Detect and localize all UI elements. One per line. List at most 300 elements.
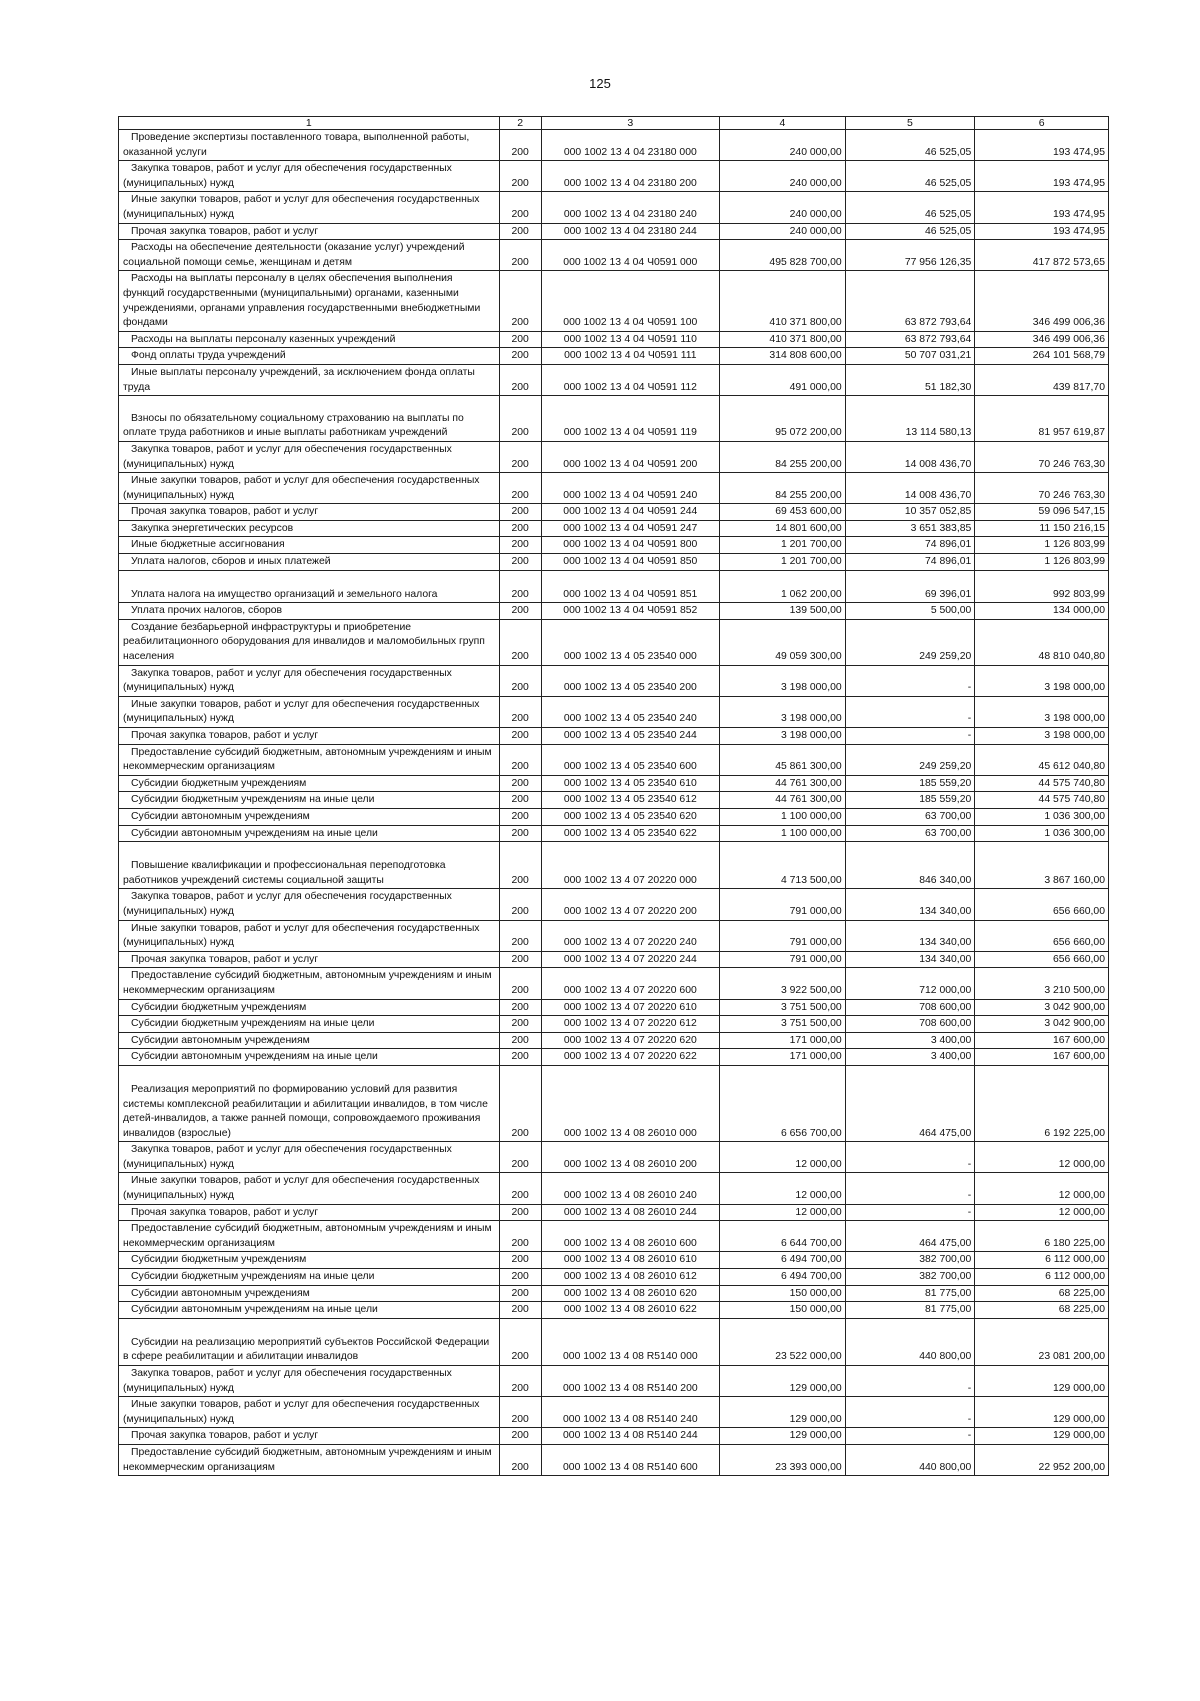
row-kbk-cell: 000 1002 13 4 04 Ч0591 111 xyxy=(541,348,720,365)
row-col6-value: 129 000,00 xyxy=(975,1428,1109,1445)
row-col6-value: 68 225,00 xyxy=(975,1285,1109,1302)
row-name-cell: Повышение квалификации и профессиональная переподготовка работников учреждений системы социальной защиты xyxy=(119,842,500,889)
row-code-cell: 200 xyxy=(499,161,541,192)
row-code-cell: 200 xyxy=(499,1269,541,1286)
row-kbk-cell: 000 1002 13 4 08 26010 610 xyxy=(541,1252,720,1269)
row-name-cell: Субсидии бюджетным учреждениям xyxy=(119,999,500,1016)
row-col4-value: 44 761 300,00 xyxy=(720,792,846,809)
row-col6-value: 6 180 225,00 xyxy=(975,1221,1109,1252)
row-code-cell: 200 xyxy=(499,1397,541,1428)
row-col6-value: 1 126 803,99 xyxy=(975,554,1109,571)
row-col6-value: 3 042 900,00 xyxy=(975,999,1109,1016)
row-kbk-cell: 000 1002 13 4 04 Ч0591 200 xyxy=(541,441,720,472)
table-row xyxy=(119,696,1109,727)
row-kbk-cell: 000 1002 13 4 08 R5140 244 xyxy=(541,1428,720,1445)
table-row xyxy=(119,728,1109,745)
row-kbk-cell: 000 1002 13 4 07 20220 244 xyxy=(541,951,720,968)
row-kbk-cell: 000 1002 13 4 04 23180 200 xyxy=(541,161,720,192)
row-code-cell: 200 xyxy=(499,603,541,620)
row-kbk-cell: 000 1002 13 4 08 R5140 000 xyxy=(541,1318,720,1365)
table-row xyxy=(119,1397,1109,1428)
table-row xyxy=(119,1428,1109,1445)
row-name-cell: Иные закупки товаров, работ и услуг для обеспечения государственных (муниципальных) нужд xyxy=(119,192,500,223)
row-name-cell: Расходы на выплаты персоналу казенных учреждений xyxy=(119,331,500,348)
row-col6-value: 439 817,70 xyxy=(975,364,1109,395)
row-name-cell: Проведение экспертизы поставленного товара, выполненной работы, оказанной услуги xyxy=(119,130,500,161)
row-col4-value: 150 000,00 xyxy=(720,1285,846,1302)
table-row xyxy=(119,331,1109,348)
row-code-cell: 200 xyxy=(499,130,541,161)
table-row xyxy=(119,192,1109,223)
table-row xyxy=(119,1032,1109,1049)
row-col4-value: 49 059 300,00 xyxy=(720,619,846,665)
row-col6-value: 12 000,00 xyxy=(975,1173,1109,1204)
row-col5-value: 708 600,00 xyxy=(845,1016,975,1033)
row-name-cell: Субсидии бюджетным учреждениям на иные цели xyxy=(119,1016,500,1033)
row-col4-value: 1 062 200,00 xyxy=(720,570,846,603)
row-name-cell: Иные выплаты персоналу учреждений, за исключением фонда оплаты труда xyxy=(119,364,500,395)
row-col5-value: - xyxy=(845,1428,975,1445)
row-col4-value: 129 000,00 xyxy=(720,1428,846,1445)
row-col5-value: 712 000,00 xyxy=(845,968,975,999)
row-col4-value: 129 000,00 xyxy=(720,1366,846,1397)
table-row xyxy=(119,665,1109,696)
row-col6-value: 167 600,00 xyxy=(975,1049,1109,1066)
row-col4-value: 791 000,00 xyxy=(720,951,846,968)
row-kbk-cell: 000 1002 13 4 04 Ч0591 800 xyxy=(541,537,720,554)
row-col4-value: 3 198 000,00 xyxy=(720,665,846,696)
row-col6-value: 1 126 803,99 xyxy=(975,537,1109,554)
row-code-cell: 200 xyxy=(499,537,541,554)
row-name-cell: Субсидии автономным учреждениям на иные цели xyxy=(119,1049,500,1066)
row-col6-value: 346 499 006,36 xyxy=(975,331,1109,348)
row-col6-value: 68 225,00 xyxy=(975,1302,1109,1319)
table-row xyxy=(119,968,1109,999)
row-col5-value: 46 525,05 xyxy=(845,130,975,161)
row-kbk-cell: 000 1002 13 4 04 Ч0591 000 xyxy=(541,240,720,271)
row-col4-value: 171 000,00 xyxy=(720,1049,846,1066)
row-code-cell: 200 xyxy=(499,1065,541,1141)
row-code-cell: 200 xyxy=(499,1016,541,1033)
row-name-cell: Уплата налога на имущество организаций и земельного налога xyxy=(119,570,500,603)
row-name-cell: Предоставление субсидий бюджетным, автономным учреждениям и иным некоммерческим организациям xyxy=(119,1221,500,1252)
row-kbk-cell: 000 1002 13 4 07 20220 610 xyxy=(541,999,720,1016)
row-name-cell: Создание безбарьерной инфраструктуры и приобретение реабилитационного оборудования для инвалидов и маломобильных групп населения xyxy=(119,619,500,665)
row-kbk-cell: 000 1002 13 4 04 Ч0591 850 xyxy=(541,554,720,571)
row-name-cell: Иные закупки товаров, работ и услуг для обеспечения государственных (муниципальных) нужд xyxy=(119,1397,500,1428)
row-col4-value: 240 000,00 xyxy=(720,223,846,240)
row-col6-value: 3 210 500,00 xyxy=(975,968,1109,999)
row-code-cell: 200 xyxy=(499,920,541,951)
row-col5-value: 846 340,00 xyxy=(845,842,975,889)
row-col5-value: 51 182,30 xyxy=(845,364,975,395)
row-col5-value: 63 872 793,64 xyxy=(845,331,975,348)
row-col5-value: 440 800,00 xyxy=(845,1318,975,1365)
row-code-cell: 200 xyxy=(499,271,541,331)
table-row xyxy=(119,1016,1109,1033)
row-col6-value: 44 575 740,80 xyxy=(975,792,1109,809)
row-code-cell: 200 xyxy=(499,1142,541,1173)
table-row xyxy=(119,999,1109,1016)
row-col4-value: 6 494 700,00 xyxy=(720,1252,846,1269)
row-code-cell: 200 xyxy=(499,619,541,665)
row-code-cell: 200 xyxy=(499,1049,541,1066)
row-name-cell: Субсидии автономным учреждениям на иные цели xyxy=(119,825,500,842)
row-name-cell: Взносы по обязательному социальному страхованию на выплаты по оплате труда работников и иные выплаты работникам учреждений xyxy=(119,396,500,442)
table-row xyxy=(119,1204,1109,1221)
row-col6-value: 417 872 573,65 xyxy=(975,240,1109,271)
row-col4-value: 150 000,00 xyxy=(720,1302,846,1319)
row-name-cell: Реализация мероприятий по формированию условий для развития системы комплексной реабилитации и абилитации инвалидов, в том числе детей-инвалидов, а также ранней помощи, сопровождаемого проживания инвалидов (взрослые) xyxy=(119,1065,500,1141)
row-col4-value: 69 453 600,00 xyxy=(720,504,846,521)
row-col6-value: 193 474,95 xyxy=(975,130,1109,161)
row-col4-value: 3 198 000,00 xyxy=(720,696,846,727)
row-code-cell: 200 xyxy=(499,825,541,842)
row-col5-value: 440 800,00 xyxy=(845,1444,975,1475)
row-col6-value: 193 474,95 xyxy=(975,223,1109,240)
column-header-5: 5 xyxy=(845,117,975,130)
row-col4-value: 6 494 700,00 xyxy=(720,1269,846,1286)
table-row xyxy=(119,473,1109,504)
row-kbk-cell: 000 1002 13 4 08 R5140 600 xyxy=(541,1444,720,1475)
table-row xyxy=(119,920,1109,951)
row-col6-value: 1 036 300,00 xyxy=(975,825,1109,842)
table-row xyxy=(119,1318,1109,1365)
row-code-cell: 200 xyxy=(499,1032,541,1049)
row-code-cell: 200 xyxy=(499,842,541,889)
row-name-cell: Прочая закупка товаров, работ и услуг xyxy=(119,728,500,745)
row-code-cell: 200 xyxy=(499,1366,541,1397)
row-col6-value: 59 096 547,15 xyxy=(975,504,1109,521)
row-code-cell: 200 xyxy=(499,223,541,240)
row-kbk-cell: 000 1002 13 4 04 23180 240 xyxy=(541,192,720,223)
row-col5-value: 134 340,00 xyxy=(845,920,975,951)
row-code-cell: 200 xyxy=(499,775,541,792)
row-col6-value: 656 660,00 xyxy=(975,889,1109,920)
row-code-cell: 200 xyxy=(499,1173,541,1204)
row-name-cell: Субсидии бюджетным учреждениям xyxy=(119,1252,500,1269)
table-body xyxy=(119,130,1109,1476)
row-kbk-cell: 000 1002 13 4 07 20220 612 xyxy=(541,1016,720,1033)
row-col5-value: 69 396,01 xyxy=(845,570,975,603)
row-name-cell: Уплата налогов, сборов и иных платежей xyxy=(119,554,500,571)
row-col6-value: 264 101 568,79 xyxy=(975,348,1109,365)
row-name-cell: Прочая закупка товаров, работ и услуг xyxy=(119,223,500,240)
row-code-cell: 200 xyxy=(499,808,541,825)
row-col5-value: 14 008 436,70 xyxy=(845,473,975,504)
table-row xyxy=(119,130,1109,161)
row-code-cell: 200 xyxy=(499,396,541,442)
row-col5-value: 3 400,00 xyxy=(845,1032,975,1049)
row-code-cell: 200 xyxy=(499,1444,541,1475)
row-name-cell: Фонд оплаты труда учреждений xyxy=(119,348,500,365)
table-row xyxy=(119,1285,1109,1302)
row-col4-value: 44 761 300,00 xyxy=(720,775,846,792)
row-name-cell: Субсидии автономным учреждениям xyxy=(119,1032,500,1049)
row-col5-value: 3 400,00 xyxy=(845,1049,975,1066)
row-col4-value: 3 198 000,00 xyxy=(720,728,846,745)
row-kbk-cell: 000 1002 13 4 08 26010 200 xyxy=(541,1142,720,1173)
row-col6-value: 167 600,00 xyxy=(975,1032,1109,1049)
table-row xyxy=(119,619,1109,665)
row-kbk-cell: 000 1002 13 4 05 23540 244 xyxy=(541,728,720,745)
row-kbk-cell: 000 1002 13 4 04 Ч0591 110 xyxy=(541,331,720,348)
row-kbk-cell: 000 1002 13 4 07 20220 200 xyxy=(541,889,720,920)
row-kbk-cell: 000 1002 13 4 04 Ч0591 247 xyxy=(541,520,720,537)
row-kbk-cell: 000 1002 13 4 05 23540 612 xyxy=(541,792,720,809)
row-col6-value: 48 810 040,80 xyxy=(975,619,1109,665)
row-name-cell: Субсидии автономным учреждениям xyxy=(119,1285,500,1302)
row-kbk-cell: 000 1002 13 4 04 Ч0591 851 xyxy=(541,570,720,603)
table-row xyxy=(119,1221,1109,1252)
row-kbk-cell: 000 1002 13 4 07 20220 240 xyxy=(541,920,720,951)
row-col4-value: 3 922 500,00 xyxy=(720,968,846,999)
row-col4-value: 23 393 000,00 xyxy=(720,1444,846,1475)
row-col4-value: 84 255 200,00 xyxy=(720,441,846,472)
row-code-cell: 200 xyxy=(499,1221,541,1252)
row-col6-value: 6 112 000,00 xyxy=(975,1252,1109,1269)
row-col5-value: 249 259,20 xyxy=(845,619,975,665)
table-row xyxy=(119,889,1109,920)
row-col5-value: 74 896,01 xyxy=(845,554,975,571)
row-name-cell: Предоставление субсидий бюджетным, автономным учреждениям и иным некоммерческим организациям xyxy=(119,1444,500,1475)
row-col4-value: 3 751 500,00 xyxy=(720,1016,846,1033)
row-kbk-cell: 000 1002 13 4 04 Ч0591 852 xyxy=(541,603,720,620)
row-col5-value: 81 775,00 xyxy=(845,1302,975,1319)
row-col6-value: 23 081 200,00 xyxy=(975,1318,1109,1365)
row-name-cell: Иные закупки товаров, работ и услуг для обеспечения государственных (муниципальных) нужд xyxy=(119,920,500,951)
row-col5-value: 464 475,00 xyxy=(845,1065,975,1141)
row-kbk-cell: 000 1002 13 4 04 Ч0591 240 xyxy=(541,473,720,504)
row-code-cell: 200 xyxy=(499,520,541,537)
row-name-cell: Закупка товаров, работ и услуг для обеспечения государственных (муниципальных) нужд xyxy=(119,889,500,920)
row-code-cell: 200 xyxy=(499,696,541,727)
row-col4-value: 314 808 600,00 xyxy=(720,348,846,365)
row-col5-value: 77 956 126,35 xyxy=(845,240,975,271)
table-row xyxy=(119,348,1109,365)
column-header-4: 4 xyxy=(720,117,846,130)
row-col4-value: 171 000,00 xyxy=(720,1032,846,1049)
row-kbk-cell: 000 1002 13 4 05 23540 200 xyxy=(541,665,720,696)
row-name-cell: Предоставление субсидий бюджетным, автономным учреждениям и иным некоммерческим организациям xyxy=(119,744,500,775)
row-col5-value: 10 357 052,85 xyxy=(845,504,975,521)
table-header xyxy=(119,117,1109,130)
row-col5-value: - xyxy=(845,696,975,727)
row-col6-value: 193 474,95 xyxy=(975,192,1109,223)
row-code-cell: 200 xyxy=(499,1428,541,1445)
table-row xyxy=(119,1444,1109,1475)
row-name-cell: Субсидии бюджетным учреждениям xyxy=(119,775,500,792)
row-name-cell: Расходы на выплаты персоналу в целях обеспечения выполнения функций государственными (муниципальными) органами, казенными учреждениями, органами управления государственными внебюджетными фондами xyxy=(119,271,500,331)
row-kbk-cell: 000 1002 13 4 04 Ч0591 119 xyxy=(541,396,720,442)
table-row xyxy=(119,441,1109,472)
row-code-cell: 200 xyxy=(499,192,541,223)
column-header-3: 3 xyxy=(541,117,720,130)
row-col5-value: - xyxy=(845,1204,975,1221)
row-col5-value: 5 500,00 xyxy=(845,603,975,620)
table-row xyxy=(119,792,1109,809)
table-row xyxy=(119,1049,1109,1066)
row-col5-value: 382 700,00 xyxy=(845,1269,975,1286)
row-kbk-cell: 000 1002 13 4 07 20220 600 xyxy=(541,968,720,999)
row-name-cell: Прочая закупка товаров, работ и услуг xyxy=(119,1204,500,1221)
row-col5-value: 13 114 580,13 xyxy=(845,396,975,442)
row-col6-value: 1 036 300,00 xyxy=(975,808,1109,825)
row-col4-value: 23 522 000,00 xyxy=(720,1318,846,1365)
row-name-cell: Прочая закупка товаров, работ и услуг xyxy=(119,951,500,968)
row-col4-value: 791 000,00 xyxy=(720,889,846,920)
row-kbk-cell: 000 1002 13 4 08 26010 622 xyxy=(541,1302,720,1319)
row-col4-value: 4 713 500,00 xyxy=(720,842,846,889)
row-col6-value: 70 246 763,30 xyxy=(975,473,1109,504)
row-kbk-cell: 000 1002 13 4 04 Ч0591 112 xyxy=(541,364,720,395)
row-kbk-cell: 000 1002 13 4 04 Ч0591 244 xyxy=(541,504,720,521)
table-row xyxy=(119,842,1109,889)
row-col5-value: 3 651 383,85 xyxy=(845,520,975,537)
row-name-cell: Субсидии бюджетным учреждениям на иные цели xyxy=(119,792,500,809)
table-row xyxy=(119,1269,1109,1286)
row-col6-value: 3 042 900,00 xyxy=(975,1016,1109,1033)
row-name-cell: Прочая закупка товаров, работ и услуг xyxy=(119,504,500,521)
row-code-cell: 200 xyxy=(499,570,541,603)
row-col4-value: 139 500,00 xyxy=(720,603,846,620)
row-col6-value: 193 474,95 xyxy=(975,161,1109,192)
row-col4-value: 791 000,00 xyxy=(720,920,846,951)
row-col5-value: 185 559,20 xyxy=(845,775,975,792)
table-row xyxy=(119,951,1109,968)
row-col5-value: 63 872 793,64 xyxy=(845,271,975,331)
row-code-cell: 200 xyxy=(499,364,541,395)
row-kbk-cell: 000 1002 13 4 05 23540 240 xyxy=(541,696,720,727)
row-col4-value: 240 000,00 xyxy=(720,192,846,223)
table-row xyxy=(119,271,1109,331)
row-col6-value: 346 499 006,36 xyxy=(975,271,1109,331)
row-name-cell: Иные бюджетные ассигнования xyxy=(119,537,500,554)
table-row xyxy=(119,1173,1109,1204)
row-col5-value: 382 700,00 xyxy=(845,1252,975,1269)
row-col6-value: 3 198 000,00 xyxy=(975,728,1109,745)
row-code-cell: 200 xyxy=(499,665,541,696)
table-row xyxy=(119,223,1109,240)
row-name-cell: Субсидии автономным учреждениям xyxy=(119,808,500,825)
row-col5-value: 249 259,20 xyxy=(845,744,975,775)
table-row xyxy=(119,1252,1109,1269)
budget-table xyxy=(118,116,1109,1476)
row-kbk-cell: 000 1002 13 4 08 26010 600 xyxy=(541,1221,720,1252)
row-col6-value: 12 000,00 xyxy=(975,1204,1109,1221)
row-kbk-cell: 000 1002 13 4 04 23180 000 xyxy=(541,130,720,161)
row-col4-value: 3 751 500,00 xyxy=(720,999,846,1016)
row-name-cell: Закупка товаров, работ и услуг для обеспечения государственных (муниципальных) нужд xyxy=(119,1142,500,1173)
row-code-cell: 200 xyxy=(499,348,541,365)
table-row xyxy=(119,240,1109,271)
table-row xyxy=(119,554,1109,571)
table-row xyxy=(119,1366,1109,1397)
row-col4-value: 129 000,00 xyxy=(720,1397,846,1428)
row-col6-value: 44 575 740,80 xyxy=(975,775,1109,792)
row-col4-value: 45 861 300,00 xyxy=(720,744,846,775)
row-kbk-cell: 000 1002 13 4 08 26010 620 xyxy=(541,1285,720,1302)
row-code-cell: 200 xyxy=(499,951,541,968)
row-code-cell: 200 xyxy=(499,999,541,1016)
row-col6-value: 3 198 000,00 xyxy=(975,696,1109,727)
row-kbk-cell: 000 1002 13 4 07 20220 620 xyxy=(541,1032,720,1049)
row-kbk-cell: 000 1002 13 4 08 26010 000 xyxy=(541,1065,720,1141)
row-name-cell: Субсидии бюджетным учреждениям на иные цели xyxy=(119,1269,500,1286)
row-name-cell: Закупка товаров, работ и услуг для обеспечения государственных (муниципальных) нужд xyxy=(119,1366,500,1397)
row-col5-value: 134 340,00 xyxy=(845,889,975,920)
row-col5-value: 46 525,05 xyxy=(845,192,975,223)
row-col4-value: 6 644 700,00 xyxy=(720,1221,846,1252)
row-col4-value: 1 201 700,00 xyxy=(720,537,846,554)
table-row xyxy=(119,603,1109,620)
table-row xyxy=(119,808,1109,825)
table-row xyxy=(119,825,1109,842)
table-row xyxy=(119,520,1109,537)
row-col6-value: 6 112 000,00 xyxy=(975,1269,1109,1286)
row-code-cell: 200 xyxy=(499,331,541,348)
row-col6-value: 45 612 040,80 xyxy=(975,744,1109,775)
row-code-cell: 200 xyxy=(499,554,541,571)
table-row xyxy=(119,570,1109,603)
row-col5-value: - xyxy=(845,1366,975,1397)
row-col4-value: 95 072 200,00 xyxy=(720,396,846,442)
row-col5-value: - xyxy=(845,665,975,696)
row-col4-value: 84 255 200,00 xyxy=(720,473,846,504)
table-row xyxy=(119,504,1109,521)
row-col4-value: 1 201 700,00 xyxy=(720,554,846,571)
row-col4-value: 495 828 700,00 xyxy=(720,240,846,271)
row-kbk-cell: 000 1002 13 4 08 R5140 200 xyxy=(541,1366,720,1397)
row-name-cell: Закупка энергетических ресурсов xyxy=(119,520,500,537)
page-number: 125 xyxy=(589,76,611,91)
row-col5-value: 464 475,00 xyxy=(845,1221,975,1252)
row-kbk-cell: 000 1002 13 4 08 26010 612 xyxy=(541,1269,720,1286)
row-col6-value: 129 000,00 xyxy=(975,1397,1109,1428)
row-kbk-cell: 000 1002 13 4 05 23540 620 xyxy=(541,808,720,825)
row-col4-value: 6 656 700,00 xyxy=(720,1065,846,1141)
row-kbk-cell: 000 1002 13 4 05 23540 000 xyxy=(541,619,720,665)
row-col5-value: 74 896,01 xyxy=(845,537,975,554)
row-code-cell: 200 xyxy=(499,441,541,472)
row-col6-value: 3 198 000,00 xyxy=(975,665,1109,696)
row-col5-value: 134 340,00 xyxy=(845,951,975,968)
header-row xyxy=(119,117,1109,130)
row-name-cell: Прочая закупка товаров, работ и услуг xyxy=(119,1428,500,1445)
row-col6-value: 134 000,00 xyxy=(975,603,1109,620)
table-row xyxy=(119,744,1109,775)
row-kbk-cell: 000 1002 13 4 04 Ч0591 100 xyxy=(541,271,720,331)
row-col5-value: 63 700,00 xyxy=(845,825,975,842)
row-code-cell: 200 xyxy=(499,504,541,521)
row-name-cell: Субсидии автономным учреждениям на иные цели xyxy=(119,1302,500,1319)
row-name-cell: Иные закупки товаров, работ и услуг для обеспечения государственных (муниципальных) нужд xyxy=(119,1173,500,1204)
row-kbk-cell: 000 1002 13 4 04 23180 244 xyxy=(541,223,720,240)
row-code-cell: 200 xyxy=(499,1285,541,1302)
table-row xyxy=(119,537,1109,554)
row-code-cell: 200 xyxy=(499,1252,541,1269)
row-col4-value: 491 000,00 xyxy=(720,364,846,395)
table-row xyxy=(119,1302,1109,1319)
row-col6-value: 129 000,00 xyxy=(975,1366,1109,1397)
row-kbk-cell: 000 1002 13 4 08 R5140 240 xyxy=(541,1397,720,1428)
row-col5-value: - xyxy=(845,728,975,745)
row-code-cell: 200 xyxy=(499,728,541,745)
row-code-cell: 200 xyxy=(499,1204,541,1221)
row-name-cell: Иные закупки товаров, работ и услуг для обеспечения государственных (муниципальных) нужд xyxy=(119,473,500,504)
row-code-cell: 200 xyxy=(499,968,541,999)
table-row xyxy=(119,161,1109,192)
